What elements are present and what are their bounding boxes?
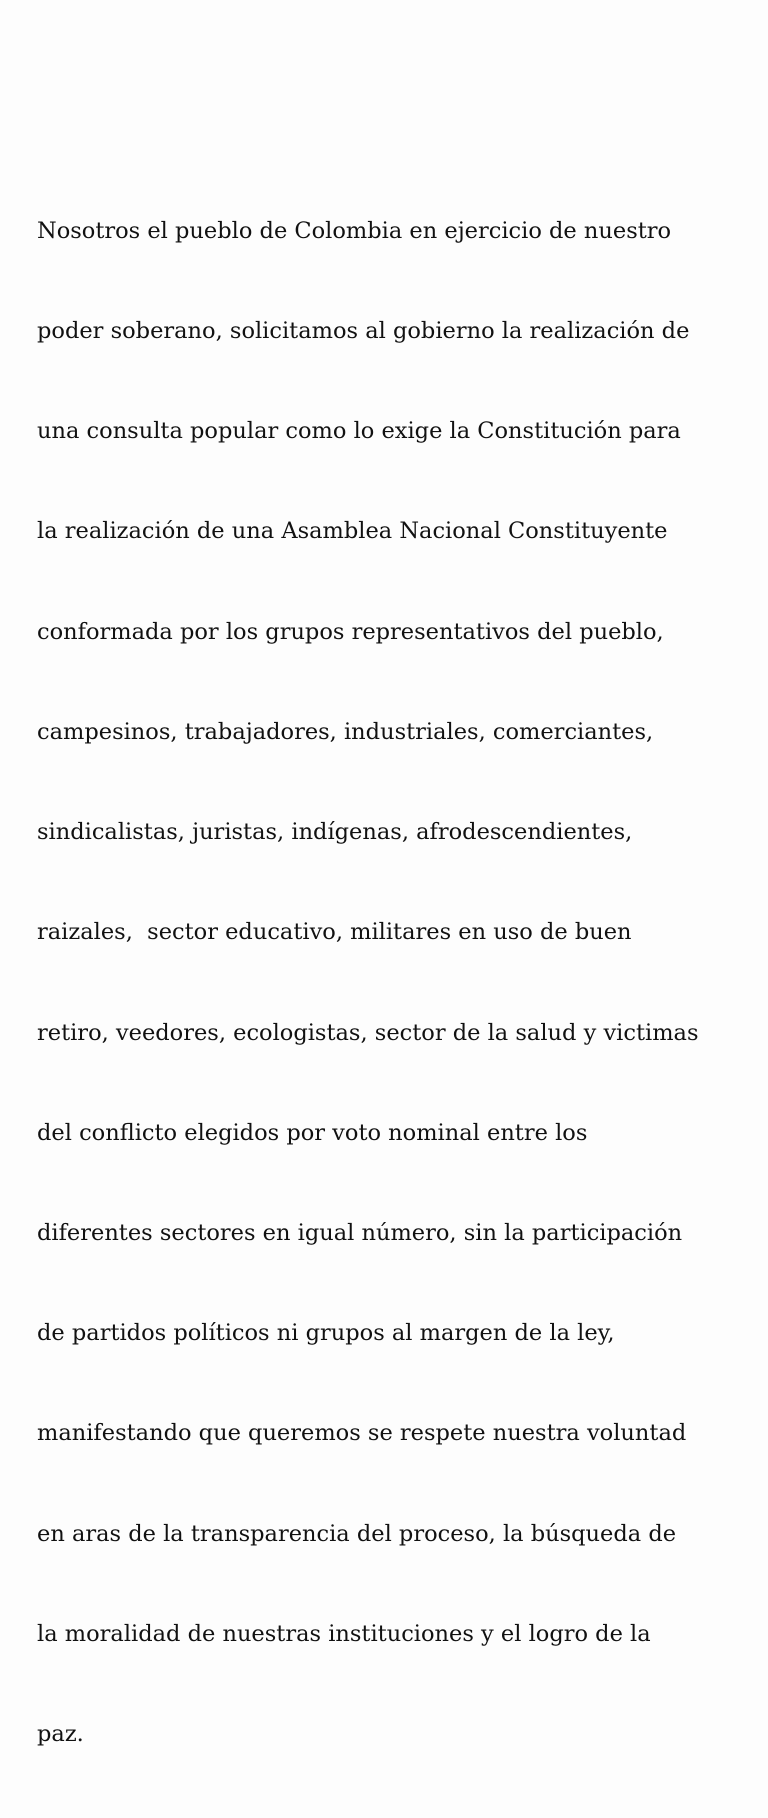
- paragraph-line: paz.: [37, 1721, 84, 1748]
- paragraph-line: de partidos políticos ni grupos al margen de la ley,: [37, 1320, 615, 1347]
- paragraph-line: una consulta popular como lo exige la Constitución para: [37, 418, 681, 445]
- paragraph-line: manifestando que queremos se respete nuestra voluntad: [37, 1420, 687, 1447]
- paragraph-line: la moralidad de nuestras instituciones y el logro de la: [37, 1620, 651, 1647]
- paragraph-line: sindicalistas, juristas, indígenas, afrodescendientes,: [37, 819, 633, 846]
- paragraph-line: conformada por los grupos representativos del pueblo,: [37, 618, 664, 645]
- paragraph-line: diferentes sectores en igual número, sin la participación: [37, 1220, 683, 1246]
- paragraph-line: Nosotros el pueblo de Colombia en ejercicio de nuestro: [37, 217, 672, 244]
- paragraph-line: raizales, sector educativo, militares en uso de buen: [37, 919, 632, 946]
- paragraph-line: en aras de la transparencia del proceso, la búsqueda de: [37, 1520, 677, 1547]
- paragraph-line: campesinos, trabajadores, industriales, comerciantes,: [37, 718, 654, 745]
- paragraph-line: retiro, veedores, ecologistas, sector de la salud y victimas: [37, 1019, 699, 1046]
- petition-paragraph: [37, 148, 738, 1818]
- paragraph-line: poder soberano, solicitamos al gobierno la realización de: [37, 318, 690, 345]
- paragraph-line: del conflicto elegidos por voto nominal entre los: [37, 1119, 588, 1146]
- paragraph-line: la realización de una Asamblea Nacional Constituyente: [37, 518, 668, 545]
